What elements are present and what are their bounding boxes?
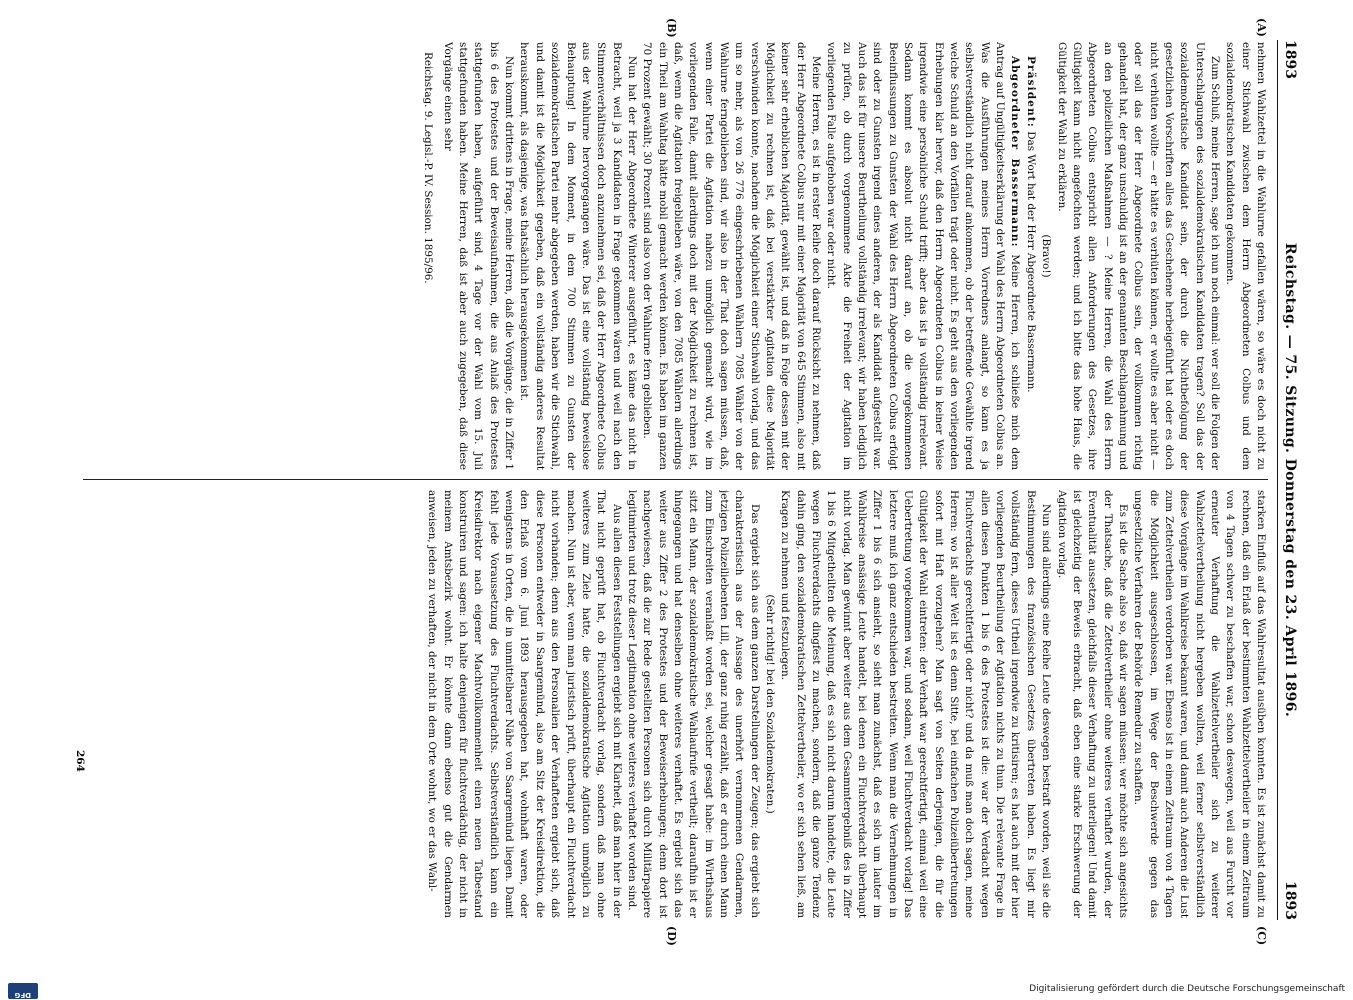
left-paragraph-4-text: Meine Herren, ich schließe mich dem Antrag auf Ungültigkeitserklärung der Wahl des Herrn Abgeordneten Colbus an. Was die Ausführungen meines Herrn Vorredners anlangt, so kann es ja selbstverständlich nicht darauf ankommen, ob der betreffende Gewählte irgend welche Schuld an den Vorfällen trägt oder nicht. Es geht aus den vorliegenden Erhebungen klar hervor, daß den Herrn Abgeordneten Colbus in keiner Weise irgendwie eine persönliche Schuld trifft; aber das ist ja vollständig irrelevant. Sodann kommt es absolut nicht darauf an, ob die vorgekommenen Beeinflussungen zu Gunsten der Wahl des Herrn Abgeordneten Colbus erfolgt sind oder zu Gunsten irgend eines anderen, der als Kandidat aufgestellt war. Auch das ist für unsere Beurtheilung vollständig irrelevant; wir haben lediglich zu prüfen, ob durch vorgenommene Akte die Freiheit der Agitation im vorliegenden Falle aufgehoben war oder nicht. — [825, 42, 1022, 470]
header-title: Reichstag. — 75. Sitzung. Donnerstag den 23. April 1896. — [1282, 242, 1298, 718]
left-paragraph-3 — [1023, 42, 1038, 470]
speaker-bassermann: Abgeordneter Bassermann: — [1009, 56, 1022, 248]
left-text-column — [83, 42, 1268, 470]
right-paragraph-3: Nun sind allerdings eine Reihe Leute deswegen bestraft worden, weil sie die Bestimmungen des französischen Gesetzes übertreten haben. Es liegt mir vollständig fern, dieses Urtheil irgendwie zu kritisiren; es hat auch mit der hier vorliegenden Beurtheilung der Agitation nichts zu thun. Die relevante Frage in allen diesen Punkten 1 bis 6 des Protestes ist die: war der Verdacht wegen Fluchtverdachts gerechtfertigt oder nicht? und da muß man doch sagen, meine Herren: wo ist aller Welt ist es denn Sitte, bei einfachen Polizeiübertretungen sofort mit Haft vorzugehen? Man sagt von Seiten derjenigen, die für die Gültigkeit der Wahl eintreten: der Verhaft war gerechtfertigt, einmal weil eine Uebertretung vorgekommen war, und sodann, weil Fluchtverdacht vorlag! Das letztere muß ich ganz entschieden bestreiten. Wenn man die Vernehmungen in Ziffer 1 bis 6 sich ansieht, so sieht man zunächst, daß es sich um lauter im Wahlkreise ansässige Leute handelt, bei denen ein Fluchtverdacht überhaupt nicht vorlag. Man gewinnt aber weiter aus dem Gesammtergebniß des in Ziffer 1 bis 6 Mitgetheilten die Meinung, daß es sich nicht darum handelte, die Leute wegen Fluchtverdachts dingfest zu machen, sondern, daß die ganze Tendenz dahin ging, den sozialdemokratischen Zettelvertheiler, wo er sich sehen ließ, am Kragen zu nehmen und festzulegen. — [779, 490, 1053, 918]
right-paragraph-5: Aus allen diesen Feststellungen ergiebt sich mit Klarheit, daß man hier in der That nicht geprüft hat, ob Fluchtverdacht vorlag, sondern daß man ohne weiteres zum Ziele hatte, die sozialdemokratische Agitation unmöglich zu machen. Nun ist aber, wenn man juristisch prüft, überhaupt ein Fluchtverdacht nicht vorhanden; denn aus den Personalien der Verhafteten ergiebt sich, daß diese Personen entweder in Saargemünd, also am Sitz der Kreisdirektion, die den Erlaß vom 6. Juni 1893 herausgegeben hat, wohnhaft waren, oder wenigstens in Orten, die in unmittelbarer Nähe von Saargemünd liegen. Damit fehlt jede Voraussetzung des Fluchtverdachts. Selbstverständlich kann ein Kreisdirektor nach eigener Machtvollkommenheit einen neuen Tatbestand konstruiren und sagen: ich halte denjenigen für fluchtverdächtig, der nicht in meinem Amtsbezirk wohnt. Er könnte dann ebenso gut die Gendarmen anweisen, jeden zu verhaften, der nicht in dem Orte wohnt, wo er das Wahl- — [426, 490, 623, 918]
interjection-note: (Sehr richtig! bei den Sozialdemokraten.) — [764, 594, 776, 814]
digitization-credit — [0, 982, 1353, 1000]
left-paragraph-1: nehmen Wahlzettel in die Wahlurne gefallen wären, so wäre es doch nicht zu einer Stichwahl zwischen dem Herrn Abgeordneten Colbus und dem sozialdemokratischen Kandidaten gekommen. — [1224, 42, 1267, 470]
header-right-number: 1893 — [1282, 881, 1298, 920]
left-paragraph-3-text: Das Wort hat der Herr Abgeordnete Bassermann. — [1024, 131, 1037, 393]
margin-marker-c: (C) — [1255, 926, 1268, 946]
left-paragraph-2: Zum Schluß, meine Herren, sage ich nun noch einmal: wer soll die Folgen der Unterschlagungen des sozialdemokratischen Kandidaten tragen? Soll das der sozialdemokratische Kandidat sein, der durch die Nichtbefolgung der gesetzlichen Vorschriften alles das Geschehene herbeigeführt hat oder es doch nicht verhüten wollte — er hätte es verhüten können, er wollte es aber nicht — oder soll das der Herr Abgeordnete Colbus sein, der vollkommen richtig gehandelt hat, der ganz unschuldig ist an der genannten Beschlagnahmung und an den polizeilichen Maßnahmen — ? Meine Herren, die Wahl des Herrn Abgeordneten Colbus entspricht allen Anforderungen des Gesetzes, ihre Gültigkeit kann nicht angefochten werden; und ich bitte das hohe Haus, die Gültigkeit der Wahl zu erklären. — [1055, 42, 1221, 470]
left-paragraph-4 — [823, 42, 1022, 470]
applause-note: (Bravo!) — [1040, 234, 1053, 278]
right-paragraph-2: Es ist die Sache also so, daß wir sagen müssen: wer möchte sich angesichts der Thatsache, daß die Zettelvertheiler ohne weiteres verhaftet wurden, der Eventualität aussetzen, gleichfalls dieser Verhaftung zu unterliegen! Und damit ist gleichzeitig der Beweis erbracht, daß eben eine starke Erschwerung der Agitation vorlag. — [1055, 490, 1129, 918]
dfg-logo-text: DFG — [14, 991, 32, 999]
column-divider — [83, 479, 1268, 480]
header-left-number: 1893 — [1282, 40, 1298, 79]
page-number: 264 — [74, 750, 86, 772]
source-line: Reichstag. 9. Legisl.-P. IV. Session. 1895/96. — [422, 52, 435, 284]
dfg-logo-icon — [8, 983, 38, 999]
left-paragraph-6: Nun hat der Herr Abgeordnete Winterer ausgeführt, es käme das nicht in Betracht, weil ja 3 Kandidaten in Frage gekommen wären und weil nach den Stimmenverhältnissen doch anzunehmen sei, daß der Herr Abgeordnete Colbus aus der Wahlurne hervorgegangen wäre. Das ist eine vollständig beweislose Behauptung! In dem Moment, in dem 700 Stimmen zu Gunsten der sozialdemokratischen Partei mehr abgegeben werden, haben wir die Stichwahl, und damit ist die Möglichkeit gegeben, daß ein vollständig anderes Resultat herauskommt, als dasjenige, was thatsächlich herausgekommen ist. — [518, 42, 638, 470]
margin-marker-a: (A) — [1255, 18, 1268, 37]
right-paragraph-1: starken Einfluß auf das Wahlresultat ausüben konnten. Es ist zunächst damit zu rechnen, daß ein Erlaß der bestimmten Wahlzettelvertheiler in einem Zeitraum von 4 Tagen schwer zu beschaffen war, schon deswegen, weil aus Furcht vor erneuter Verhaftung die Wahlzettelvertheiler sich zu weiterer Wahlzettelvertheilung nicht hergeben wollten, weil ferner selbstverständlich diese Vorgänge im Wahlkreise bekannt waren, und damit auch Anderen die Lust zum Zettelvertheilen verdorben war. Ebenso ist in einem Zeitraum von 4 Tagen die Möglichkeit ausgeschlossen, im Wege der Beschwerde gegen das ungesetzliche Verfahren der Behörde Remedur zu schaffen. — [1132, 490, 1267, 918]
margin-marker-d: (D) — [665, 926, 678, 946]
credit-text: Digitalisierung gefördert durch die Deutsche Forschungsgemeinschaft — [1029, 984, 1345, 994]
left-paragraph-7: Nun kommt drittens in Frage, meine Herren, daß die Vorgänge, die in Ziffer 1 bis 6 des Protestes und der Beweisaufnahmen, die aus Anlaß des Protestes stattgefunden haben, aufgeführt sind, 4 Tage vor der Wahl vom 15. Juli stattgefunden haben. Meine Herren, daß ist aber auch zugegeben, daß diese Vorgänge einen sehr — [441, 42, 516, 470]
right-paragraph-4: Das ergiebt sich aus dem ganzen Darstellungen der Zeugen; das ergiebt sich charakteristisch aus der Aussage des unerhört vernommenen Gendarmen, jetzigen Polizeiliebenten Lill, der ganz ruhig erzählt, daß er durch einen Mann zum Einschreiten veranlaßt worden sei, welcher gesagt habe: im Wirthshaus sitzt ein Mann, der sozialdemokratische Wahlaufrufe vertheilt; daraufhin ist er hingegangen und hat denselben ohne weiteres verhaftet. Es ergiebt sich das weiter aus Ziffer 2 des Protestes und der Beweiserhebungen; denn dort ist nachgewiesen, daß die zur Rede gestellten Personen sich durch Militärpapiere legitimirten und trotz dieser Legitimation ohne weiteres verhaftet worden sind. — [625, 490, 761, 918]
margin-marker-b: (B) — [665, 18, 678, 38]
right-text-column — [83, 490, 1268, 918]
speaker-president: Präsident: — [1024, 56, 1037, 128]
left-paragraph-5: Meine Herren, es ist in erster Reihe doch darauf Rücksicht zu nehmen, daß der Herr Abgeordnete Colbus nur mit einer Majorität von 645 Stimmen, also mit keiner sehr erheblichen Majorität, gewählt ist, und daß in Folge dessen mit der Möglichkeit zu rechnen ist, daß bei verstärkter Agitation diese Majorität verschwinden konnte, nachdem die Möglichkeit einer Stichwahl vorlag, und das um so mehr, als von 26 776 eingeschriebenen Wählern 7085 Wähler von der Wahlurne ferngeblieben sind, wir also in der That doch sagen müssen, daß, wenn einer Partei die Agitation nahezu unmöglich gemacht wird, wie im vorliegenden Falle, damit allerdings doch mit der Möglichkeit zu rechnen ist, daß, wenn die Agitation freigeblieben wäre, von den 7085 Wählern allerdings ein Theil am Wahltag hätte mobil gemacht werden können. Es haben im ganzen 70 Prozent gewählt; 30 Prozent sind also von der Wahlurne fern geblieben. — [641, 42, 823, 470]
document-page — [66, 18, 1298, 946]
page-header — [1277, 40, 1298, 920]
